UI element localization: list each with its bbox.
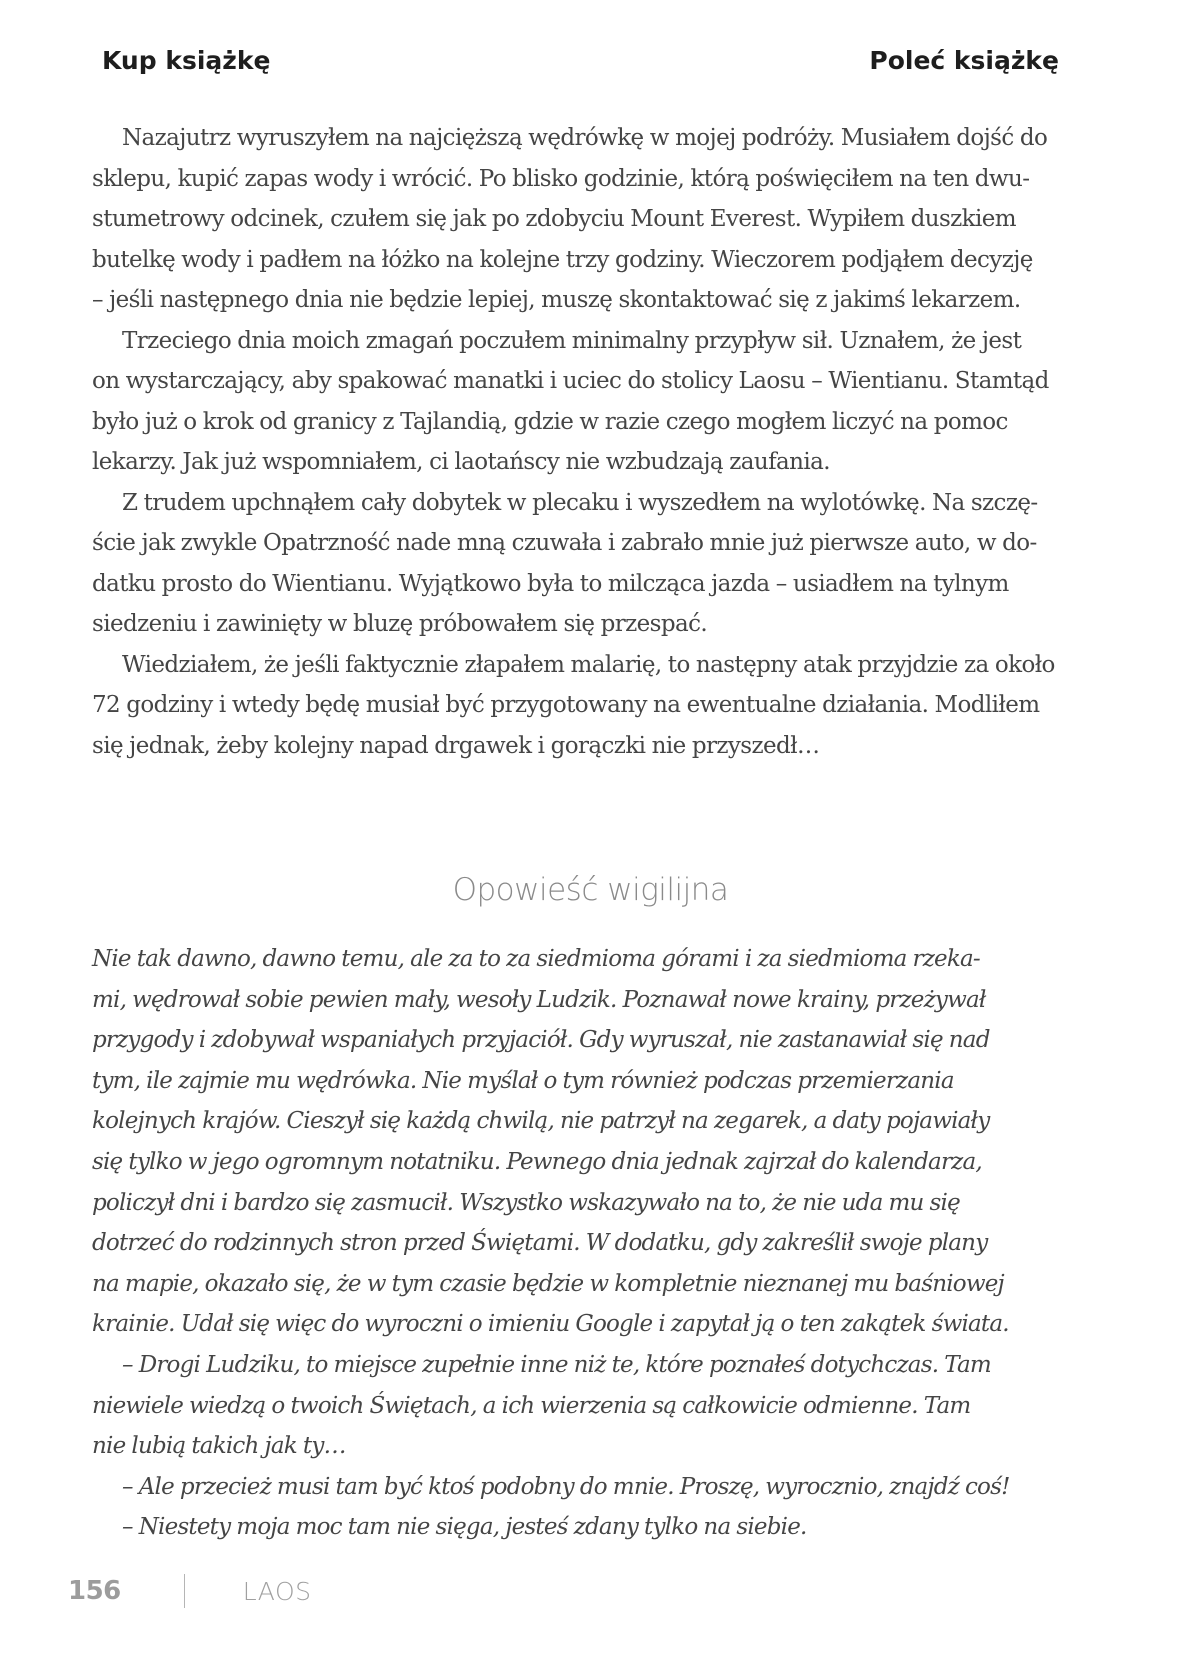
paragraph [92,645,1060,767]
text-line: 72 godziny i wtedy będę musiał być przygotowany na ewentualne działania. Modliłem [92,692,1040,718]
text-line: on wystarczający, aby spakować manatki i uciec do stolicy Laosu – Wientianu. Stamtąd [92,368,1049,394]
recommend-book-link[interactable]: Poleć książkę [869,46,1059,75]
text-line: stumetrowy odcinek, czułem się jak po zdobyciu Mount Everest. Wypiłem duszkiem [92,206,1016,232]
text-line: niewiele wiedzą o twoich Świętach, a ich wierzenia są całkowicie odmienne. Tam [92,1392,971,1419]
paragraph [92,118,1060,321]
text-line: się jednak, żeby kolejny napad drgawek i gorączki nie przyszedł… [92,732,820,759]
section-title: Opowieść wigilijna [452,872,729,908]
dialogue-paragraph [92,1507,1060,1548]
text-line: butelkę wody i padłem na łóżko na kolejne trzy godziny. Wieczorem podjąłem decyzję [92,246,1033,273]
text-line: Trzeciego dnia moich zmagań poczułem minimalny przypływ sił. Uznałem, że jest [122,327,1022,354]
text-line: – Drogi Ludziku, to miejsce zupełnie inne niż te, które poznałeś dotychczas. Tam [122,1351,991,1378]
story-text [92,939,1060,1548]
text-line: ście jak zwykle Opatrzność nade mną czuwała i zabrało mnie już pierwsze auto, w do- [92,530,1037,556]
dialogue-paragraph [92,1345,1060,1467]
text-line: krainie. Udał się więc do wyroczni o imieniu Google i zapytał ją o ten zakątek świata. [92,1311,1009,1338]
paragraph [92,321,1060,483]
text-line: – Ale przecież musi tam być ktoś podobny do mnie. Proszę, wyrocznio, znajdź coś! [122,1473,1010,1500]
text-line: siedzeniu i zawinięty w bluzę próbowałem się przespać. [92,611,708,637]
paragraph [92,939,1060,1345]
text-line: mi, wędrował sobie pewien mały, wesoły Ludzik. Poznawał nowe krainy, przeżywał [92,986,986,1013]
text-line: Wiedziałem, że jeśli faktycznie złapałem malarię, to następny atak przyjdzie za około [122,651,1055,678]
page-number: 156 [68,1576,121,1606]
text-line: policzył dni i bardzo się zasmucił. Wszystko wskazywało na to, że nie uda mu się [92,1189,960,1216]
text-line: dotrzeć do rodzinnych stron przed Świętami. W dodatku, gdy zakreślił swoje plany [92,1230,988,1257]
text-line: lekarzy. Jak już wspomniałem, ci laotańscy nie wzbudzają zaufania. [92,449,830,475]
text-line: się tylko w jego ogromnym notatniku. Pewnego dnia jednak zajrzał do kalendarza, [92,1148,982,1175]
main-text [92,118,1060,766]
buy-book-link[interactable]: Kup książkę [102,46,271,75]
running-section-name: LAOS [242,1576,312,1606]
text-line: na mapie, okazało się, że w tym czasie będzie w kompletnie nieznanej mu baśniowej [92,1270,1004,1297]
footer-divider [184,1574,185,1608]
text-line: Nie tak dawno, dawno temu, ale za to za siedmioma górami i za siedmioma rzeka- [92,946,980,972]
text-line: datku prosto do Wientianu. Wyjątkowo była to milcząca jazda – usiadłem na tylnym [92,570,1009,597]
text-line: sklepu, kupić zapas wody i wrócić. Po blisko godzinie, którą poświęciłem na ten dwu- [92,165,1030,192]
text-line: nie lubią takich jak ty… [92,1433,346,1460]
text-line: Z trudem upchnąłem cały dobytek w plecaku i wyszedłem na wylotówkę. Na szczę- [122,489,1038,516]
text-line: tym, ile zajmie mu wędrówka. Nie myślał o tym również podczas przemierzania [92,1067,954,1094]
text-line: – Niestety moja moc tam nie sięga, jesteś zdany tylko na siebie. [122,1514,807,1541]
text-line: – jeśli następnego dnia nie będzie lepiej, muszę skontaktować się z jakimś lekarzem. [92,287,1021,313]
dialogue-paragraph [92,1467,1060,1508]
text-line: kolejnych krajów. Cieszył się każdą chwilą, nie patrzył na zegarek, a daty pojawiały [92,1108,990,1135]
text-line: Nazajutrz wyruszyłem na najcięższą wędrówkę w mojej podróży. Musiałem dojść do [122,125,1048,151]
text-line: przygody i zdobywał wspaniałych przyjaciół. Gdy wyruszał, nie zastanawiał się nad [92,1027,990,1054]
page-footer [68,1571,312,1611]
paragraph [92,483,1060,645]
text-line: było już o krok od granicy z Tajlandią, gdzie w razie czego mogłem liczyć na pomoc [92,408,1008,435]
